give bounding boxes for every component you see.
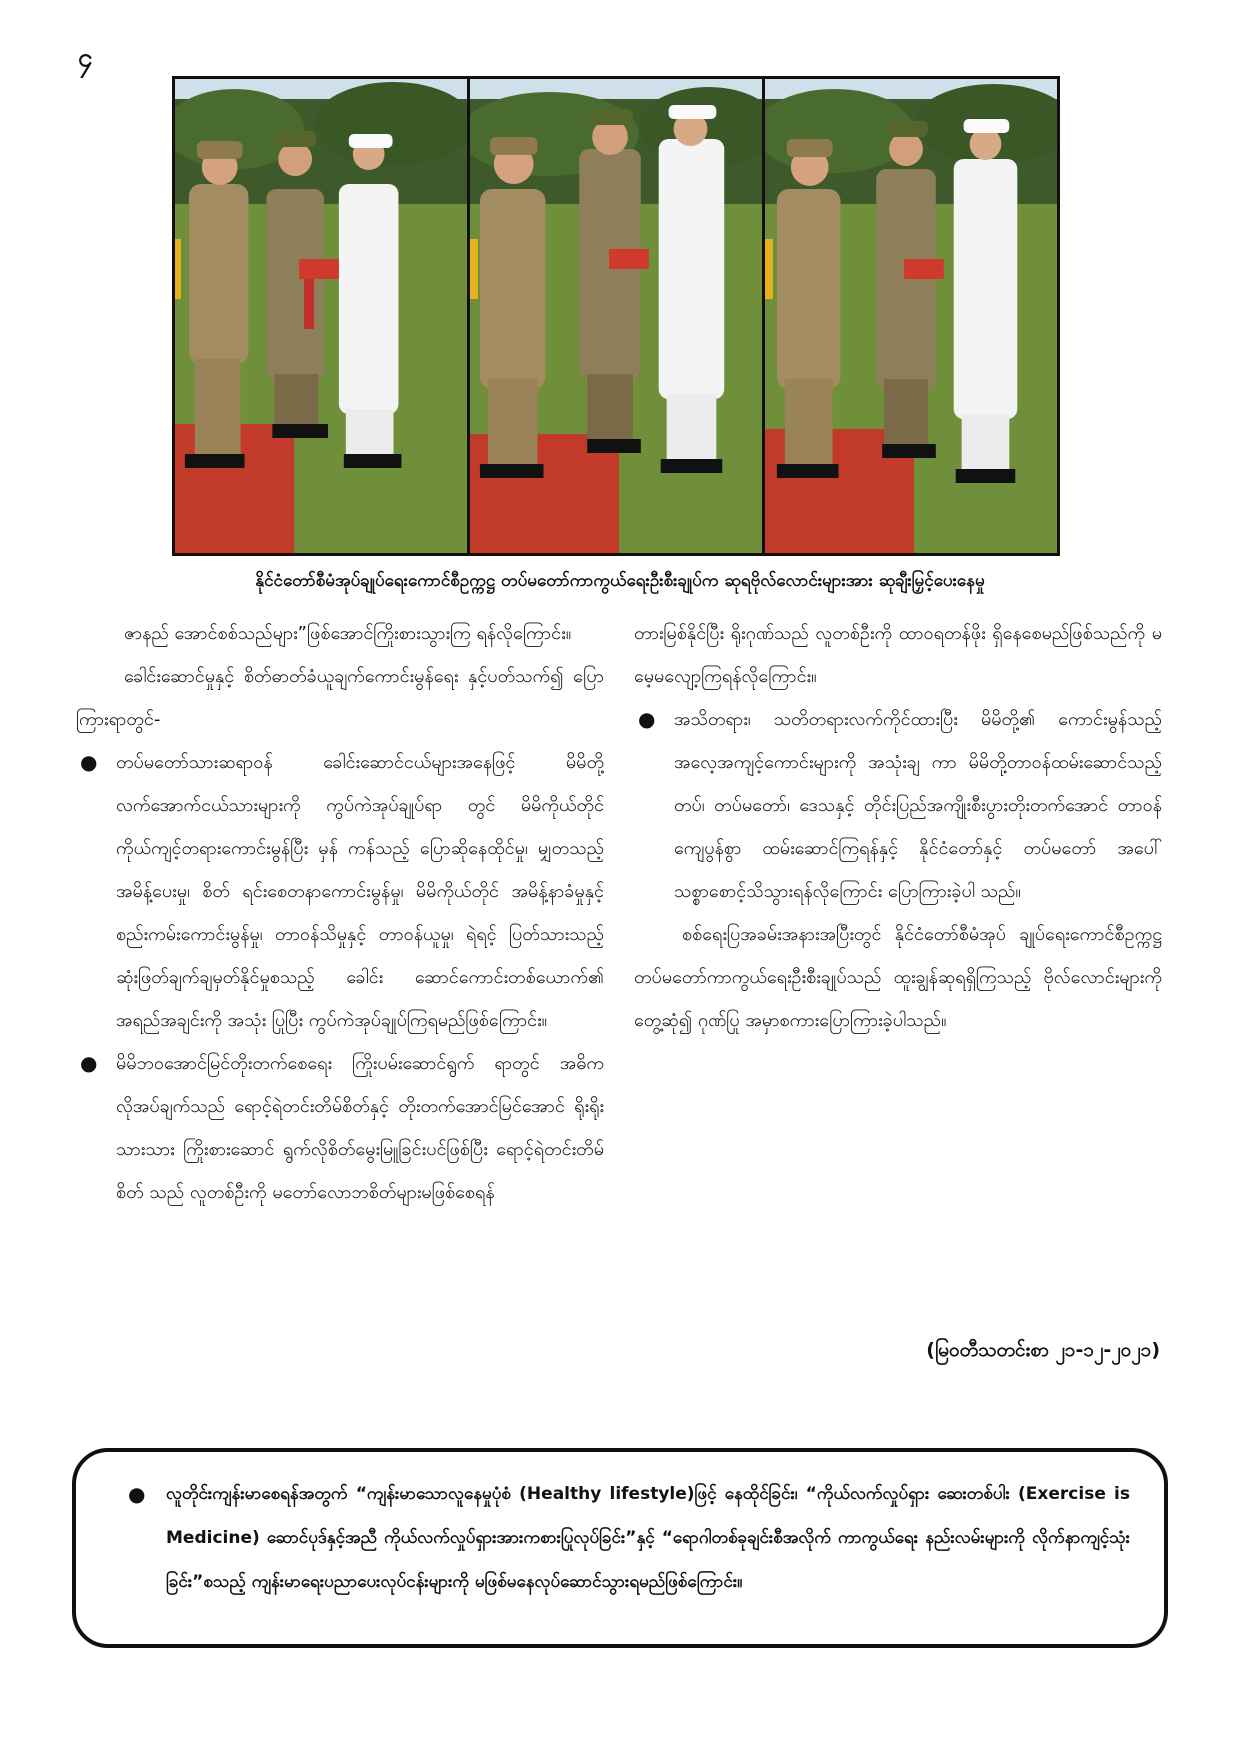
bullet-icon: ● [80,750,98,774]
list-item-text: တပ်မတော်သားဆရာဝန် ခေါင်းဆောင်ငယ်များအနေဖြင့် မိမိတို့လက်အောက်ငယ်သားများကို ကွပ်ကဲအုပ်ချုပ်ရာ တွင် မိမိကိုယ်တိုင် ကိုယ်ကျင့်တရားကောင်းမွန်ပြီး မှန် ကန်သည့် ပြောဆိုနေထိုင်မှု၊ မျှတသည့်အမိန့်ပေးမှု၊ စိတ် ရင်းစေတနာကောင်းမွန်မှု၊ မိမိကိုယ်တိုင် အမိန့်နာခံမှုနှင့် စည်းကမ်းကောင်းမွန်မှု၊ တာဝန်သိမှုနှင့် တာဝန်ယူမှု၊ ရဲရင့် ပြတ်သားသည့် ဆုံးဖြတ်ချက်ချမှတ်နိုင်မှုစသည့် ခေါင်း ဆောင်ကောင်းတစ်ယောက်၏ အရည်အချင်းကို အသုံး ပြုပြီး ကွပ်ကဲအုပ်ချုပ်ကြရမည်ဖြစ်ကြောင်း။ [116,752,604,1031]
notice-text: လူတိုင်းကျန်းမာစေရန်အတွက် “ကျန်းမာသောလူနေမှုပုံစံ (Healthy lifestyle)ဖြင့် နေထိုင်ခြင်း၊ “ကိုယ်လက်လှုပ်ရှား ဆေးတစ်ပါး (Exercise is Medicine) ဆောင်ပုဒ်နှင့်အညီ ကိုယ်လက်လှုပ်ရှားအားကစားပြုလုပ်ခြင်း”နှင့် “ရောဂါတစ်ခုချင်းစီအလိုက် ကာကွယ်ရေး နည်းလမ်းများကို လိုက်နာကျင့်သုံးခြင်း”စသည့် ကျန်းမာရေးပညာပေးလုပ်ငန်းများကို မဖြစ်မနေလုပ်ဆောင်သွားရမည်ဖြစ်ကြောင်း။ [166,1484,1130,1592]
right-bullet-list [634,698,1162,913]
page-number: ၄ [78,43,93,73]
right-column [634,612,1162,1042]
list-item [76,1042,604,1214]
list-item-text: မိမိဘဝအောင်မြင်တိုးတက်စေရေး ကြိုးပမ်းဆောင်ရွက် ရာတွင် အဓိကလိုအပ်ချက်သည် ရောင့်ရဲတင်းတိမ်စိတ်နှင့် တိုးတက်အောင်မြင်အောင် ရိုးရိုးသားသား ကြိုးစားဆောင် ရွက်လိုစိတ်မွေးမြူခြင်းပင်ဖြစ်ပြီး ရောင့်ရဲတင်းတိမ်စိတ် သည် လူတစ်ဦးကို မတော်လောဘစိတ်များမဖြစ်စေရန် [116,1053,604,1203]
list-item-text: အသိတရား၊ သတိတရားလက်ကိုင်ထားပြီး မိမိတို့၏ ကောင်းမွန်သည့် အလေ့အကျင့်ကောင်းများကို အသုံးချ ကာ မိမိတို့တာဝန်ထမ်းဆောင်သည့် တပ်၊ တပ်မတော်၊ ဒေသနှင့် တိုင်းပြည်အကျိုးစီးပွားတိုးတက်အောင် တာဝန် ကျေပွန်စွာ ထမ်းဆောင်ကြရန်နှင့် နိုင်ငံတော်နှင့် တပ်မတော် အပေါ် သစ္စာစောင့်သိသွားရန်လိုကြောင်း ပြောကြားခဲ့ပါ သည်။ [674,709,1162,902]
right-paragraph-2: စစ်ရေးပြအခမ်းအနားအပြီးတွင် နိုင်ငံတော်စီမံအုပ် ချုပ်ရေးကောင်စီဥက္ကဋ္ဌ တပ်မတော်ကာကွယ်ရေးဦးစီးချုပ်သည် ထူးချွန်ဆုရရှိကြသည့် ဗိုလ်လောင်းများကို တွေ့ဆုံ၍ ဂုဏ်ပြု အမှာစကားပြောကြားခဲ့ပါသည်။ [634,924,1162,1031]
award-photo-1 [175,79,467,553]
award-photo-2 [470,79,762,553]
left-column [76,612,604,1214]
bullet-icon: ● [638,707,656,731]
right-paragraph-1: တားမြစ်နိုင်ပြီး ရိုးဂုဏ်သည် လူတစ်ဦးကို ထာဝရတန်ဖိုး ရှိနေစေမည်ဖြစ်သည်ကို မမေ့မလျော့ကြရန်လိုကြောင်း။ [634,623,1162,687]
bullet-icon: ● [128,1482,146,1506]
notice-text-block [128,1472,1130,1604]
bullet-icon: ● [80,1051,98,1075]
notice-box [72,1448,1168,1648]
left-paragraph-1: ဇာနည် အောင်စစ်သည်များ”ဖြစ်အောင်ကြိုးစားသွားကြ ရန်လိုကြောင်း။ [124,623,572,644]
source-citation: (မြဝတီသတင်းစာ ၂၁-၁၂-၂၀၂၁) [926,1339,1160,1361]
photo-strip [172,76,1060,556]
left-paragraph-2: ခေါင်းဆောင်မှုနှင့် စိတ်ဓာတ်ခံယူချက်ကောင်းမွန်ရေး နှင့်ပတ်သက်၍ ပြောကြားရာတွင်- [76,666,604,730]
left-bullet-list [76,741,604,1214]
award-photo-3 [765,79,1057,553]
photo-caption: နိုင်ငံတော်စီမံအုပ်ချုပ်ရေးကောင်စီဥက္ကဋ္ဌ တပ်မတော်ကာကွယ်ရေးဦးစီးချုပ်က ဆုရဗိုလ်လောင်းများအား ဆုချီးမြှင့်ပေးနေမှု [255,571,985,591]
list-item [76,741,604,1042]
list-item [634,698,1162,913]
